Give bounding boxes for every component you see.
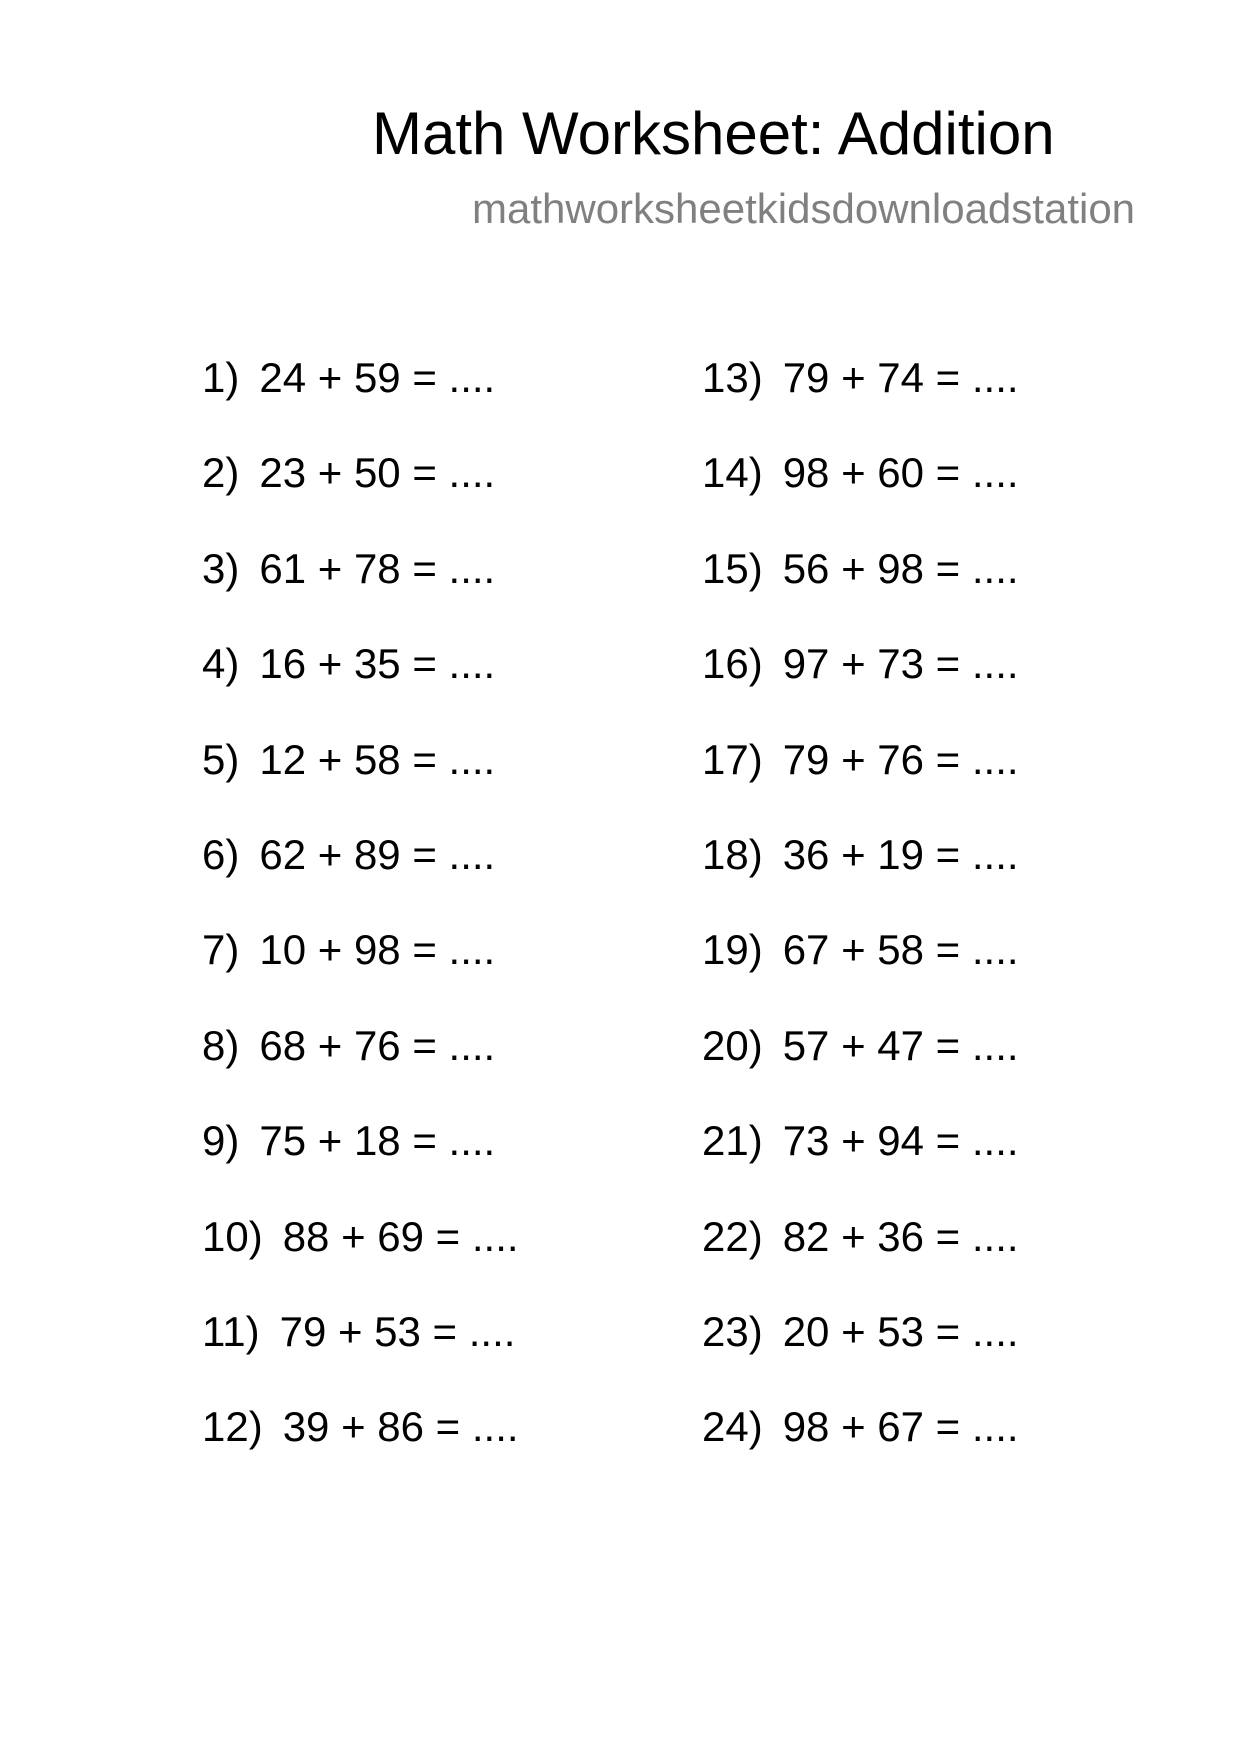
problem-expression: 62 + 89 = .... xyxy=(259,830,496,878)
problem-number: 2) xyxy=(202,449,240,497)
problem-expression: 23 + 50 = .... xyxy=(259,449,496,497)
worksheet-source: mathworksheetkidsdownloadstation xyxy=(472,185,1136,232)
worksheet-title: Math Worksheet: Addition xyxy=(372,100,1055,167)
problem-item xyxy=(702,1111,1019,1206)
problem-item xyxy=(202,920,519,1015)
problem-expression: 67 + 58 = .... xyxy=(782,926,1019,974)
problem-number: 3) xyxy=(202,544,240,592)
problem-expression: 16 + 35 = .... xyxy=(259,640,496,688)
problem-number: 10) xyxy=(202,1212,263,1260)
problem-item xyxy=(702,920,1019,1015)
problem-expression: 61 + 78 = .... xyxy=(259,544,496,592)
problem-number: 18) xyxy=(702,830,763,878)
problem-number: 23) xyxy=(702,1307,763,1355)
problem-expression: 56 + 98 = .... xyxy=(782,544,1019,592)
problem-number: 8) xyxy=(202,1021,240,1069)
problems-left-column xyxy=(202,348,519,1493)
problem-expression: 39 + 86 = .... xyxy=(282,1403,519,1451)
problem-item xyxy=(202,1397,519,1492)
problem-expression: 79 + 74 = .... xyxy=(782,354,1019,401)
problem-expression: 24 + 59 = .... xyxy=(259,354,496,401)
problem-number: 17) xyxy=(702,735,763,783)
problem-item xyxy=(702,1016,1019,1111)
problem-expression: 97 + 73 = .... xyxy=(782,640,1019,688)
problem-item xyxy=(702,1207,1019,1302)
problem-expression: 73 + 94 = .... xyxy=(782,1117,1019,1165)
problem-expression: 10 + 98 = .... xyxy=(259,926,496,974)
problem-item xyxy=(702,539,1019,634)
problem-number: 15) xyxy=(702,544,763,592)
problem-expression: 98 + 60 = .... xyxy=(782,449,1019,497)
problem-number: 14) xyxy=(702,449,763,497)
problem-number: 9) xyxy=(202,1117,240,1165)
problem-number: 1) xyxy=(202,354,240,401)
problem-item xyxy=(702,634,1019,729)
problem-expression: 57 + 47 = .... xyxy=(782,1021,1019,1069)
problem-expression: 79 + 76 = .... xyxy=(782,735,1019,783)
problem-expression: 75 + 18 = .... xyxy=(259,1117,496,1165)
problem-item xyxy=(202,634,519,729)
problem-item xyxy=(202,825,519,920)
problem-number: 4) xyxy=(202,640,240,688)
problem-number: 5) xyxy=(202,735,240,783)
problem-item xyxy=(202,348,519,443)
problem-item xyxy=(202,1016,519,1111)
problem-number: 11) xyxy=(202,1307,260,1355)
problem-number: 21) xyxy=(702,1117,763,1165)
problem-number: 12) xyxy=(202,1403,263,1451)
problem-item xyxy=(202,1207,519,1302)
problem-expression: 82 + 36 = .... xyxy=(782,1212,1019,1260)
problem-item xyxy=(702,825,1019,920)
problem-item xyxy=(202,1302,519,1397)
problem-number: 6) xyxy=(202,830,240,878)
problem-number: 24) xyxy=(702,1403,763,1451)
problem-item xyxy=(202,443,519,538)
problem-expression: 12 + 58 = .... xyxy=(259,735,496,783)
problem-number: 16) xyxy=(702,640,763,688)
problem-expression: 79 + 53 = .... xyxy=(279,1307,516,1355)
problem-number: 19) xyxy=(702,926,763,974)
problem-expression: 98 + 67 = .... xyxy=(782,1403,1019,1451)
problems-right-column xyxy=(702,348,1019,1493)
problem-item xyxy=(702,730,1019,825)
problem-item xyxy=(702,348,1019,443)
problem-number: 7) xyxy=(202,926,240,974)
problem-item xyxy=(202,1111,519,1206)
problem-expression: 20 + 53 = .... xyxy=(782,1307,1019,1355)
problem-item xyxy=(702,443,1019,538)
problem-item xyxy=(702,1397,1019,1492)
problem-expression: 68 + 76 = .... xyxy=(259,1021,496,1069)
problem-number: 20) xyxy=(702,1021,763,1069)
problem-number: 13) xyxy=(702,354,763,401)
problem-expression: 88 + 69 = .... xyxy=(282,1212,519,1260)
problem-item xyxy=(702,1302,1019,1397)
problem-expression: 36 + 19 = .... xyxy=(782,830,1019,878)
problem-item xyxy=(202,539,519,634)
problem-item xyxy=(202,730,519,825)
problem-number: 22) xyxy=(702,1212,763,1260)
